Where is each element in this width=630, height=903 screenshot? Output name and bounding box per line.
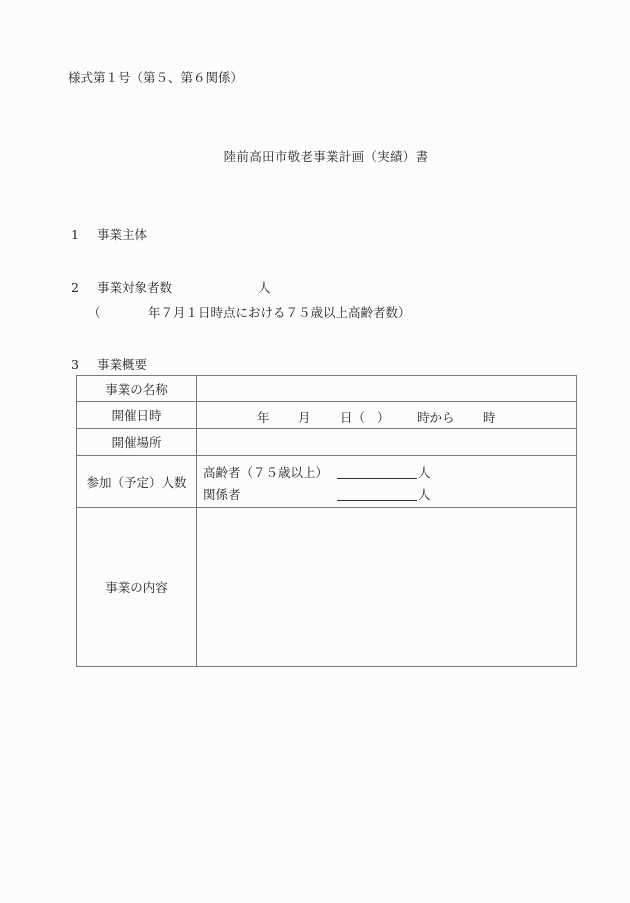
- section-1-business-entity: [71, 225, 147, 243]
- label-attendees: 参加（予定）人数: [77, 456, 197, 508]
- time-to-label: 時: [483, 410, 496, 425]
- table-row-name: [77, 376, 577, 402]
- section-number: 2: [71, 280, 79, 295]
- section-2-note: [88, 303, 411, 321]
- overview-table: [76, 375, 577, 667]
- table-row-datetime: [77, 402, 577, 429]
- staff-count-blank[interactable]: [337, 485, 417, 501]
- elderly-count-line: [197, 460, 576, 482]
- section-label: 事業対象者数: [97, 280, 173, 295]
- year-label: 年: [257, 410, 270, 425]
- month-label: 月: [298, 410, 311, 425]
- section-label: 事業概要: [97, 357, 148, 372]
- section-number: 1: [71, 227, 79, 242]
- label-venue: 開催場所: [77, 429, 197, 456]
- weekday-close-paren: ）: [377, 410, 390, 425]
- section-3-overview: [71, 355, 147, 373]
- elderly-count-blank[interactable]: [337, 463, 417, 479]
- form-number: 様式第１号（第５、第６関係）: [68, 70, 244, 85]
- document-title: 陸前高田市敬老事業計画（実績）書: [223, 149, 429, 164]
- unit-person: 人: [258, 280, 271, 295]
- table-row-content: [77, 508, 577, 667]
- label-content: 事業の内容: [77, 508, 197, 667]
- time-from-label: 時から: [417, 410, 455, 425]
- elderly-unit: 人: [418, 464, 431, 480]
- staff-unit: 人: [418, 486, 431, 502]
- table-row-attendees: [77, 456, 577, 508]
- staff-label: 関係者: [203, 486, 241, 502]
- section-label: 事業主体: [97, 227, 148, 242]
- section-2-target-count: [71, 278, 271, 296]
- note-text: 年７月１日時点における７５歳以上高齢者数）: [148, 305, 411, 320]
- day-label: 日（: [340, 410, 366, 425]
- field-venue[interactable]: [197, 429, 577, 456]
- field-event-name[interactable]: [197, 376, 577, 402]
- note-open-paren: （: [88, 305, 101, 320]
- label-datetime: 開催日時: [77, 402, 197, 429]
- staff-count-line: [197, 482, 576, 504]
- field-content[interactable]: [197, 508, 577, 667]
- table-row-venue: [77, 429, 577, 456]
- field-datetime[interactable]: [197, 402, 577, 429]
- label-event-name: 事業の名称: [77, 376, 197, 402]
- elderly-label: 高齢者（７５歳以上）: [203, 464, 329, 480]
- section-number: 3: [71, 357, 79, 372]
- field-attendees: [197, 456, 577, 508]
